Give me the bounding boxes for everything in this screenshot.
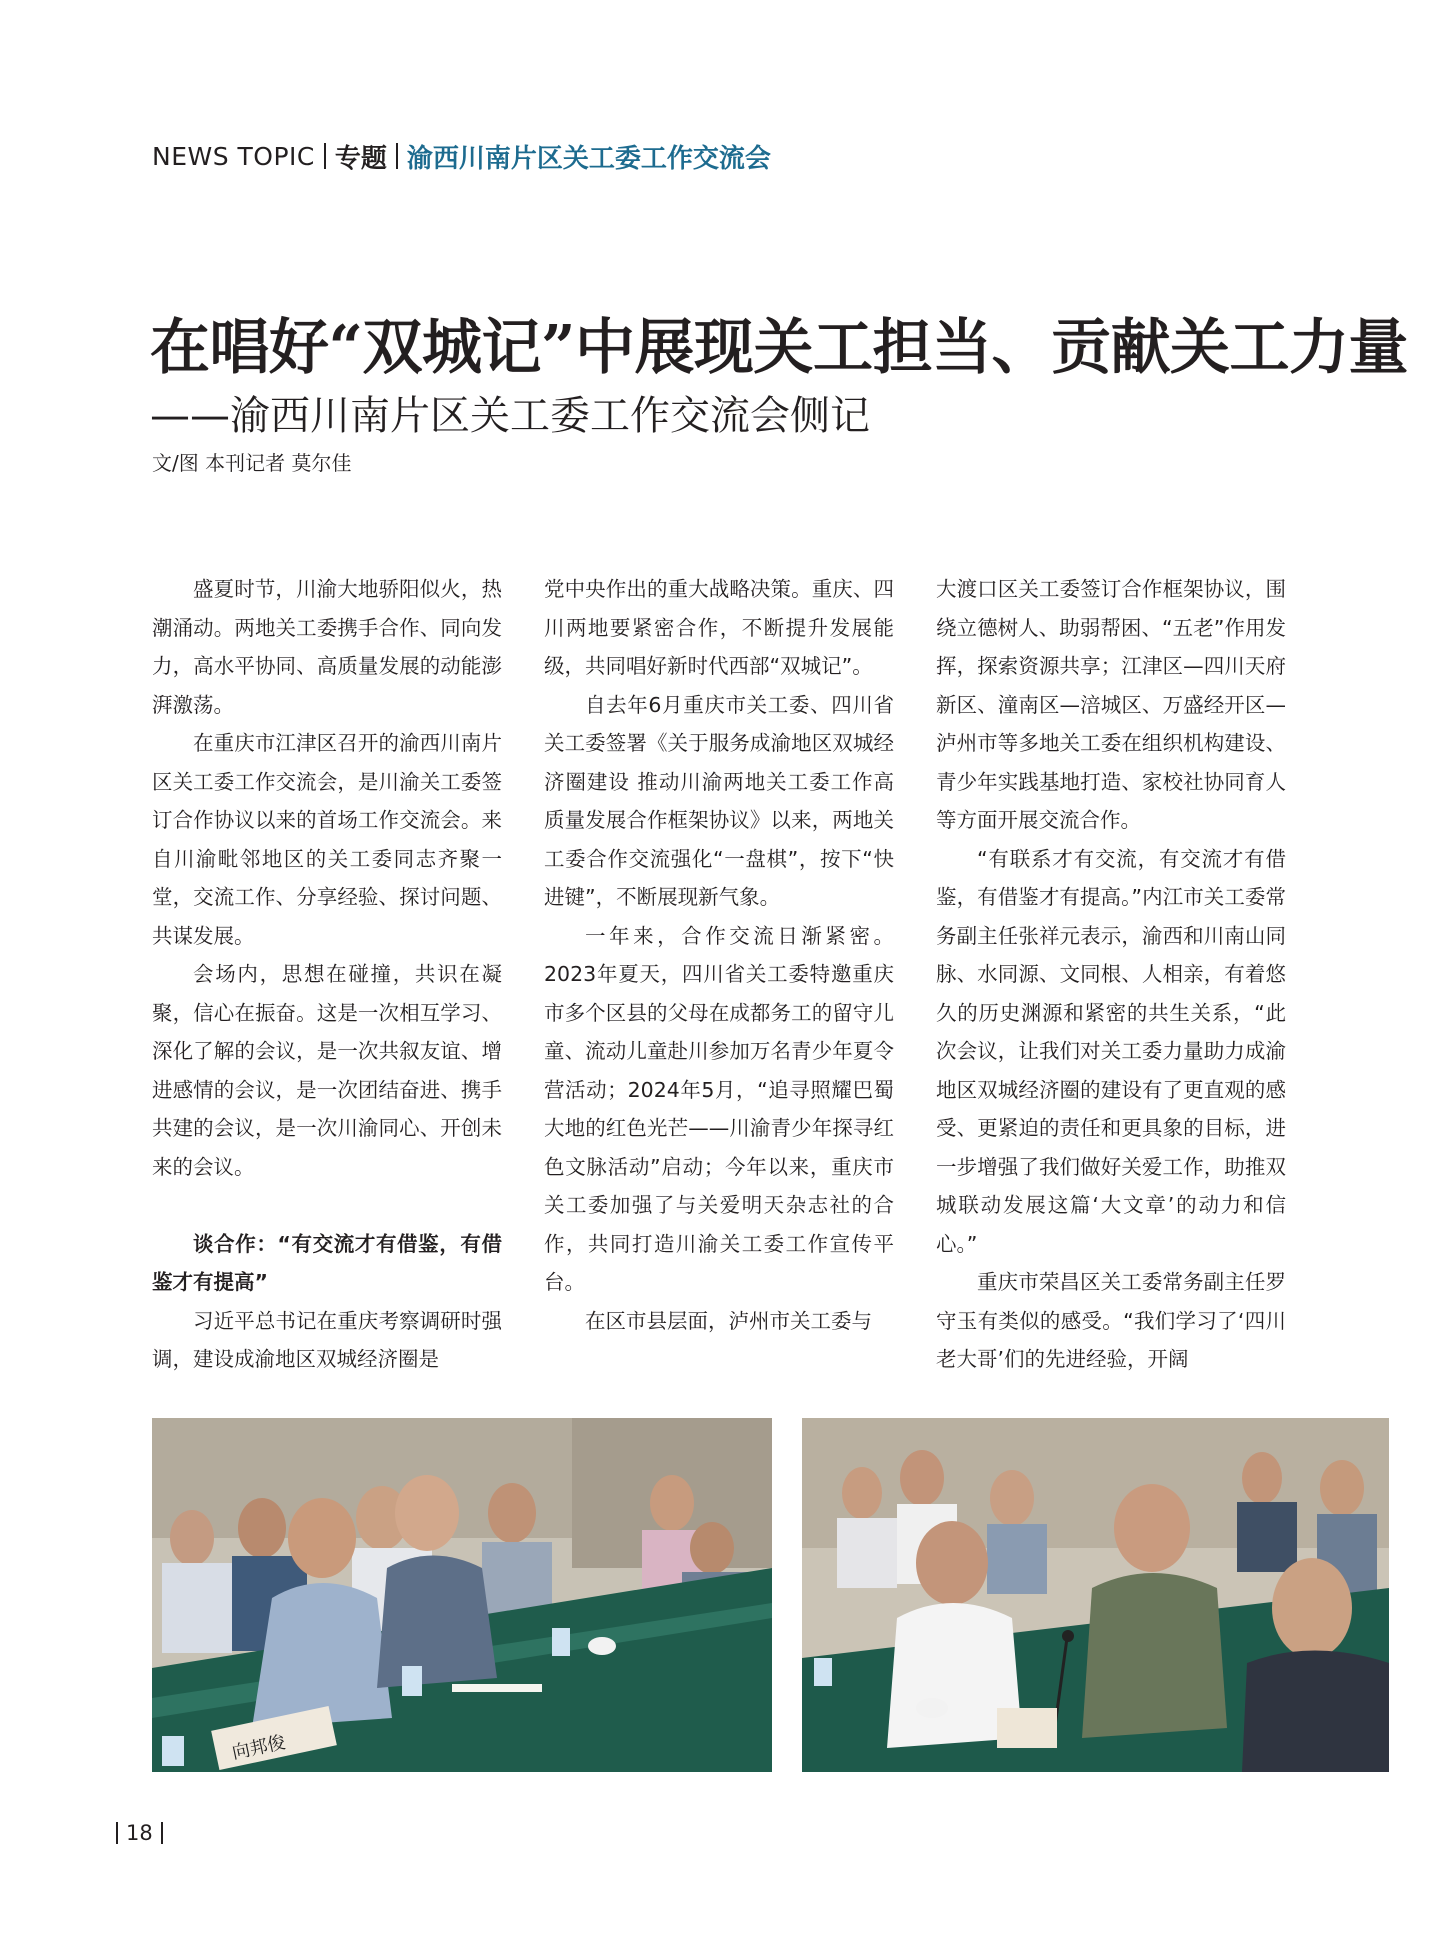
kicker-topic: 渝西川南片区关工委工作交流会 [406, 143, 771, 174]
meeting-photo-right [802, 1418, 1389, 1772]
text-column-3 [936, 570, 1286, 1379]
article-title: 在唱好“双城记”中展现关工担当、贡献关工力量 [150, 313, 1409, 383]
text-column-2 [544, 570, 894, 1340]
page-number-bar [116, 1822, 118, 1844]
paragraph-continued: 党中央作出的重大战略决策。重庆、四川两地要紧密合作，不断提升发展能级，共同唱好新时代西部“双城记”。 [544, 577, 894, 678]
page-number-value: 18 [126, 1821, 153, 1845]
paragraph: 重庆市荣昌区关工委常务副主任罗守玉有类似的感受。“我们学习了‘四川老大哥’们的先进经验，开阔 [936, 1270, 1286, 1371]
kicker-divider [396, 143, 398, 169]
section-heading: 谈合作：“有交流才有借鉴，有借鉴才有提高” [152, 1231, 502, 1294]
paragraph: 一年来，合作交流日渐紧密。2023年夏天，四川省关工委特邀重庆市多个区县的父母在成都务工的留守儿童、流动儿童赴川参加万名青少年夏令营活动；2024年5月，“追寻照耀巴蜀大地的红色光芒——川渝青少年探寻红色文脉活动”启动；今年以来，重庆市关工委加强了与关爱明天杂志社的合作，共同打造川渝关工委工作宣传平台。 [544, 923, 894, 1294]
paragraph: 习近平总书记在重庆考察调研时强调，建设成渝地区双城经济圈是 [152, 1308, 502, 1371]
article-byline: 文/图 本刊记者 莫尔佳 [152, 451, 352, 475]
text-column-1 [152, 570, 502, 1379]
page-number [108, 1818, 171, 1848]
kicker-news-topic: NEWS TOPIC [152, 141, 315, 171]
paragraph: 盛夏时节，川渝大地骄阳似火，热潮涌动。两地关工委携手合作、同向发力，高水平协同、高质量发展的动能澎湃激荡。 [152, 577, 502, 717]
paragraph-spacer [152, 1186, 502, 1225]
kicker-column-label: 专题 [334, 143, 387, 174]
meeting-photo-right-image [802, 1418, 1389, 1772]
paragraph: 在重庆市江津区召开的渝西川南片区关工委工作交流会，是川渝关工委签订合作协议以来的首场工作交流会。来自川渝毗邻地区的关工委同志齐聚一堂，交流工作、分享经验、探讨问题、共谋发展。 [152, 731, 502, 948]
article-subtitle: ——渝西川南片区关工委工作交流会侧记 [150, 393, 870, 439]
kicker-divider [324, 143, 326, 169]
paragraph-continued: 大渡口区关工委签订合作框架协议，围绕立德树人、助弱帮困、“五老”作用发挥，探索资源共享；江津区—四川天府新区、潼南区—涪城区、万盛经开区—泸州市等多地关工委在组织机构建设、青少年实践基地打造、家校社协同育人等方面开展交流合作。 [936, 577, 1286, 832]
meeting-photo-left-image [152, 1418, 772, 1772]
section-kicker [152, 136, 771, 176]
page-number-bar [161, 1822, 163, 1844]
paragraph: 在区市县层面，泸州市关工委与 [585, 1308, 872, 1333]
paragraph: 自去年6月重庆市关工委、四川省关工委签署《关于服务成渝地区双城经济圈建设 推动川渝两地关工委工作高质量发展合作框架协议》以来，两地关工委合作交流强化“一盘棋”，按下“快进键”，不断展现新气象。 [544, 692, 894, 909]
paragraph: 会场内，思想在碰撞，共识在凝聚，信心在振奋。这是一次相互学习、深化了解的会议，是一次共叙友谊、增进感情的会议，是一次团结奋进、携手共建的会议，是一次川渝同心、开创未来的会议。 [152, 962, 502, 1179]
paragraph: “有联系才有交流，有交流才有借鉴，有借鉴才有提高。”内江市关工委常务副主任张祥元表示，渝西和川南山同脉、水同源、文同根、人相亲，有着悠久的历史渊源和紧密的共生关系，“此次会议，让我们对关工委力量助力成渝地区双城经济圈的建设有了更直观的感受、更紧迫的责任和更具象的目标，进一步增强了我们做好关爱工作，助推双城联动发展这篇‘大文章’的动力和信心。” [936, 846, 1286, 1256]
nameplate-label: 向邦俊 [230, 1732, 288, 1764]
meeting-photo-left [152, 1418, 772, 1772]
